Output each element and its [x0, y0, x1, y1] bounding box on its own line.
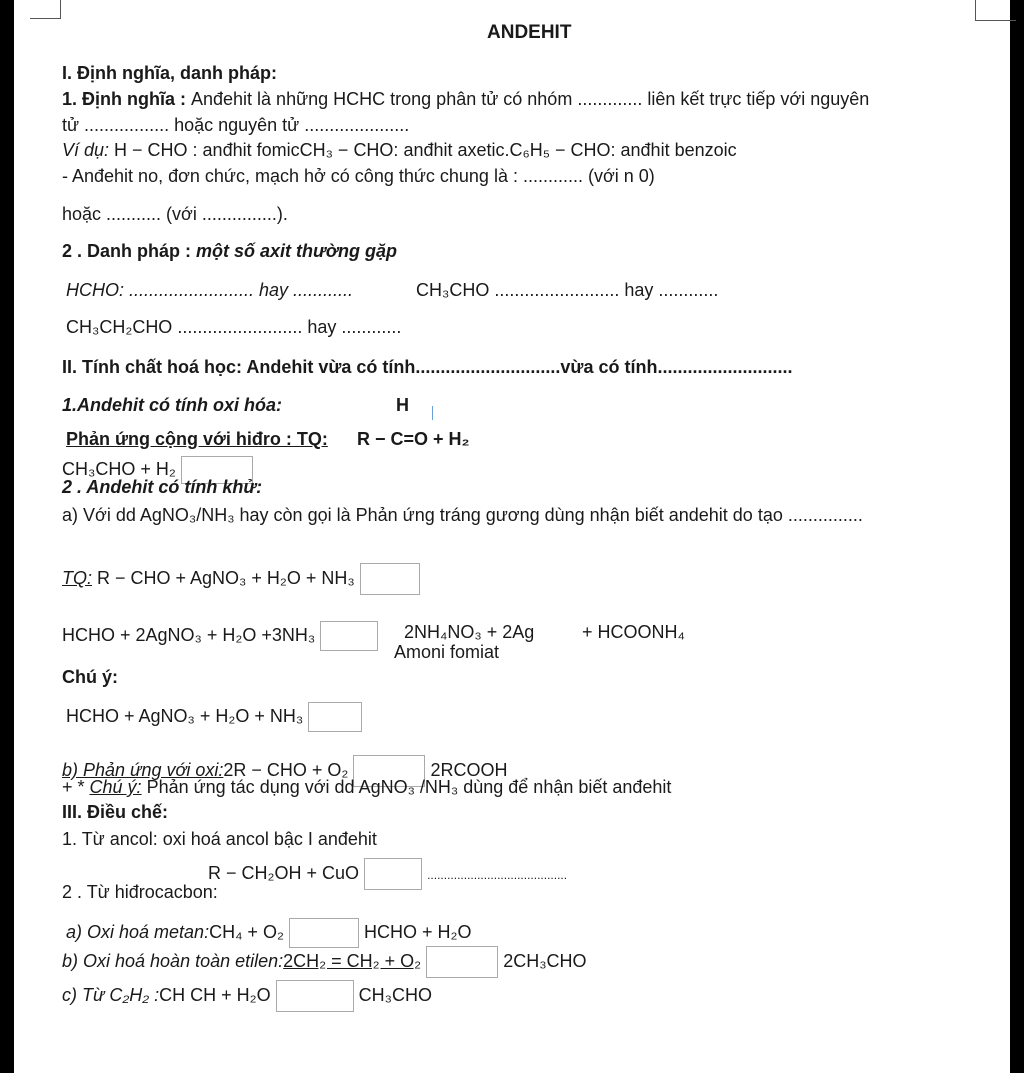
- answer-box[interactable]: [308, 702, 362, 732]
- ammonium-formate-name: Amoni fomiat: [394, 642, 500, 662]
- nomenclature-item-3: CH₃CH₂CHO ......................... hay ............: [66, 317, 402, 337]
- acetaldehyde-hydrogen-reactants: CH₃CHO + H₂: [62, 458, 176, 479]
- example-line: [62, 139, 737, 161]
- silver-mirror-line: a) Với dd AgNO₃/NH₃ hay còn gọi là Phản ứng tráng gương dùng nhận biết andehit do tạo ...............: [62, 505, 863, 525]
- alcohol-oxidation-blank: ..........................................: [427, 867, 568, 882]
- from-hydrocarbon-line: 2 . Từ hiđrocacbon:: [62, 882, 218, 902]
- silver-note-prefix: + *: [62, 777, 90, 797]
- oxygen-reaction-product: 2RCOOH: [430, 759, 508, 780]
- definition-line-2: tử ................. hoặc nguyên tử .....................: [62, 115, 410, 135]
- answer-box[interactable]: [364, 858, 422, 890]
- nomenclature-subtitle: một số axit thường gặp: [196, 241, 397, 261]
- methane-oxidation-reactants: CH₄ + O₂: [209, 921, 284, 942]
- page-corner-mark-left: [30, 0, 61, 19]
- methane-oxidation-products: HCHO + H₂O: [363, 921, 472, 942]
- silver-note-text: Phản ứng tác dụng với dd AgNO₃ /NH₃ dùng để nhận biết anđehit: [141, 777, 672, 797]
- answer-box[interactable]: [320, 621, 378, 651]
- formaldehyde-note-equation: [66, 702, 362, 732]
- acetylene-hydration-products: CH₃CHO: [358, 984, 432, 1005]
- oxygen-reaction-reactants: 2R − CHO + O₂: [223, 759, 349, 780]
- ethylene-oxidation-reactants: 2CH₂ = CH₂ + O₂: [283, 950, 422, 971]
- ethylene-oxidation-line: [62, 946, 587, 978]
- general-silver-reactants: R − CHO + AgNO₃ + H₂O + NH₃: [92, 567, 355, 588]
- example-label: Ví dụ:: [62, 140, 110, 160]
- hydrogen-addition-equation: R − C=O + H₂: [357, 429, 470, 449]
- formaldehyde-note-reactants: HCHO + AgNO₃ + H₂O + NH₃: [66, 705, 304, 726]
- definition-line-1: [62, 88, 869, 110]
- section-3-heading: III. Điều chế:: [62, 802, 169, 822]
- section-1-heading: I. Định nghĩa, danh pháp:: [62, 63, 277, 83]
- oxygen-reaction-label: b) Phản ứng với oxi:: [62, 759, 224, 780]
- answer-box[interactable]: [289, 918, 359, 948]
- oxidizing-heading: 1.Andehit có tính oxi hóa:: [62, 395, 282, 415]
- general-formula-line: - Anđehit no, đơn chức, mạch hở có công thức chung là : ............ (với n 0): [62, 166, 655, 186]
- ammonium-formate-product: + HCOONH₄: [582, 622, 685, 642]
- tq-label: TQ:: [62, 567, 92, 588]
- nomenclature-label: 2 . Danh pháp :: [62, 241, 197, 261]
- formaldehyde-silver-reactant-text: HCHO + 2AgNO₃ + H₂O +3NH₃: [62, 624, 316, 645]
- general-silver-equation: [62, 563, 420, 595]
- hydrogen-symbol: H: [396, 395, 409, 415]
- answer-box[interactable]: [276, 980, 354, 1012]
- acetylene-hydration-label: c) Từ C₂H₂ :: [62, 984, 160, 1005]
- formaldehyde-silver-reactants: [62, 621, 378, 651]
- answer-box[interactable]: [426, 946, 498, 978]
- acetylene-hydration-reactants: CH CH + H₂O: [159, 984, 271, 1005]
- ethylene-oxidation-label: b) Oxi hoá hoàn toàn etilen:: [62, 950, 284, 971]
- from-alcohol-line: 1. Từ ancol: oxi hoá ancol bậc I anđehit: [62, 829, 377, 849]
- definition-label: 1. Định nghĩa :: [62, 89, 191, 109]
- general-formula-line-2: hoặc ........... (với ...............).: [62, 204, 288, 224]
- answer-box[interactable]: [360, 563, 420, 595]
- formula-hcho: HCHO:: [66, 280, 124, 300]
- note-heading: Chú ý:: [62, 667, 118, 687]
- hydrogen-addition-label: Phản ứng cộng với hiđro : TQ:: [66, 429, 328, 449]
- text-cursor: [432, 406, 433, 420]
- formaldehyde-silver-products: 2NH₄NO₃ + 2Ag: [404, 622, 535, 642]
- nomenclature-blank-1: ......................... hay ............: [124, 280, 354, 300]
- acetylene-hydration-line: [62, 980, 432, 1012]
- alcohol-oxidation-equation: [208, 858, 567, 890]
- example-text: H − CHO : anđhit fomicCH₃ − CHO: anđhit axetic.C₆H₅ − CHO: anđhit benzoic: [109, 140, 737, 160]
- methane-oxidation-line: [66, 918, 471, 948]
- definition-text: Anđehit là những HCHC trong phân tử có nhóm ............. liên kết trực tiếp với nguyên: [191, 89, 870, 109]
- section-1-2-heading: [62, 240, 397, 262]
- silver-note-line: [62, 776, 671, 798]
- section-2-heading: II. Tính chất hoá học: Andehit vừa có tính.............................vừa có tính...........................: [62, 357, 793, 377]
- silver-note-label: Chú ý:: [89, 777, 142, 797]
- methane-oxidation-label: a) Oxi hoá metan:: [66, 921, 210, 942]
- doc-title: ANDEHIT: [487, 22, 572, 43]
- hydrogen-addition-line: [66, 428, 328, 450]
- reducing-heading: 2 . Andehit có tính khử:: [62, 477, 263, 497]
- nomenclature-item-1: [66, 279, 353, 301]
- alcohol-oxidation-reactants: R − CH₂OH + CuO: [208, 862, 360, 883]
- nomenclature-item-2: CH₃CHO ......................... hay ............: [416, 280, 719, 300]
- ethylene-oxidation-products: 2CH₃CHO: [503, 950, 587, 971]
- page-corner-mark-right: [975, 0, 1016, 21]
